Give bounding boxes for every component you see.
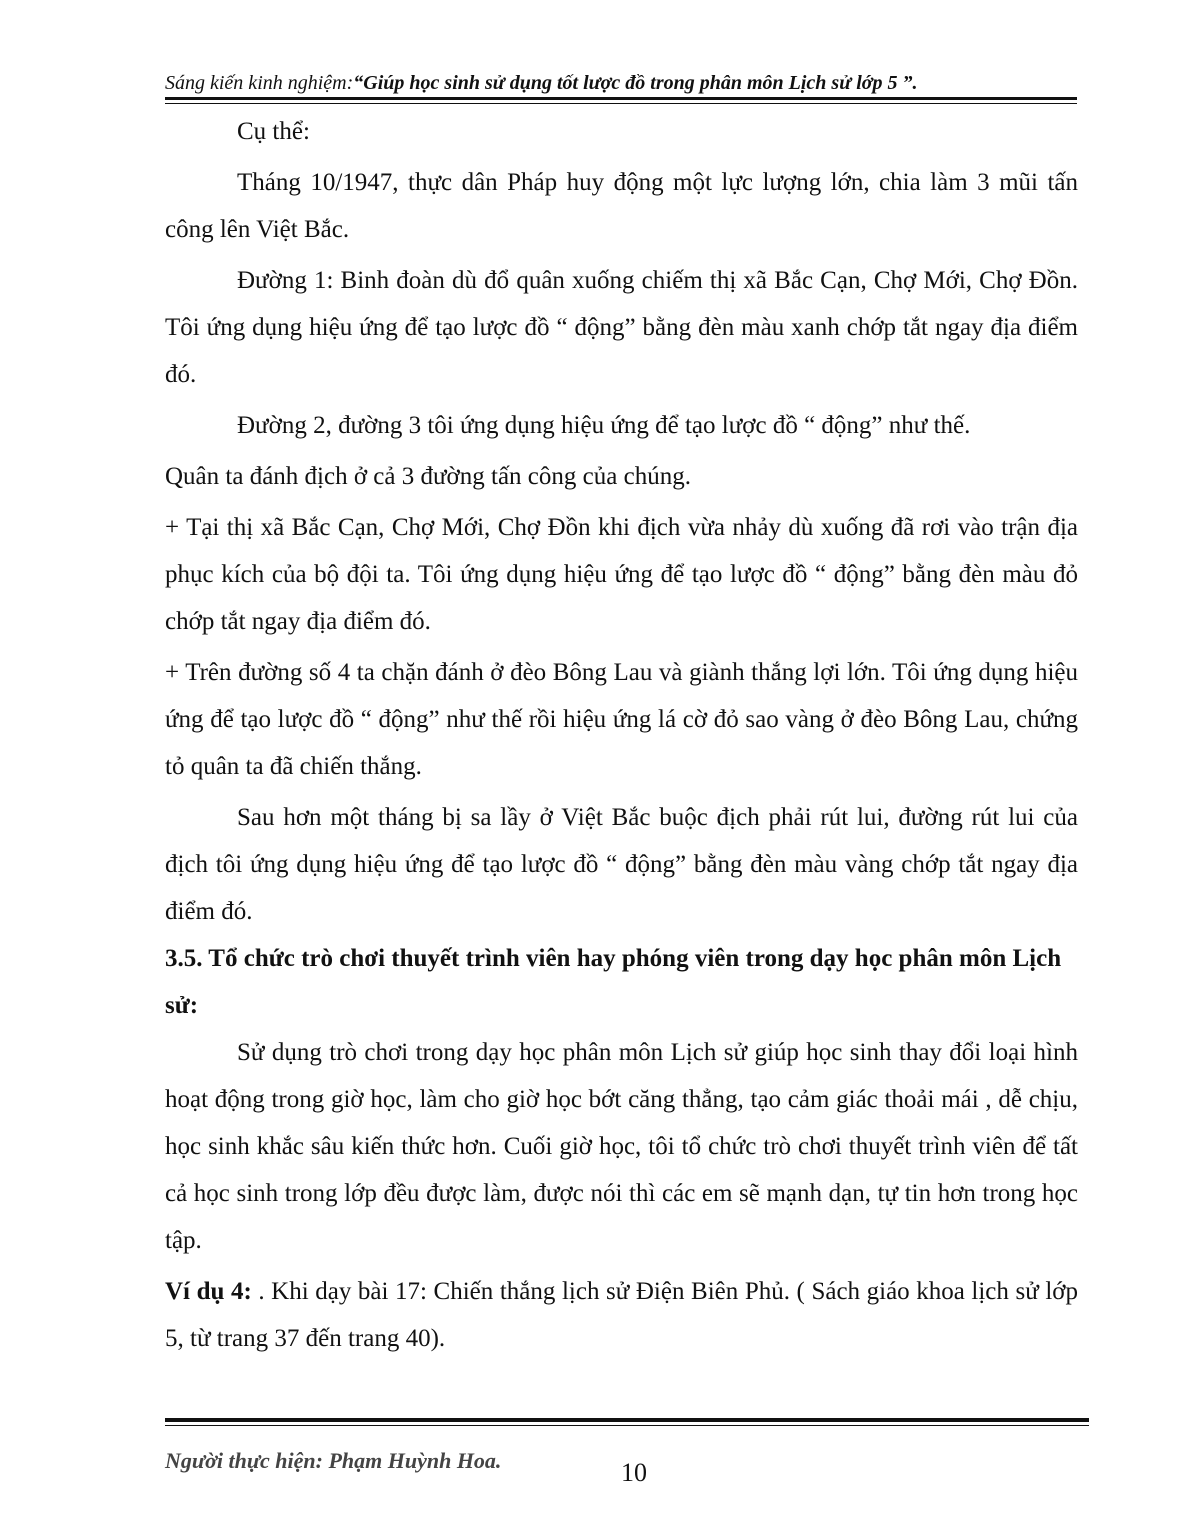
paragraph-duong-2-3: Đường 2, đường 3 tôi ứng dụng hiệu ứng để tạo lược đồ “ động” như thế.: [237, 412, 971, 439]
header-title: “Giúp học sinh sử dụng tốt lược đồ trong phân môn Lịch sử lớp 5 ”.: [353, 72, 918, 94]
header-rule: [165, 97, 1077, 100]
document-body: [165, 108, 1078, 1362]
page-number: 10: [621, 1458, 647, 1487]
paragraph-quan-ta: Quân ta đánh địch ở cả 3 đường tấn công của chúng.: [165, 463, 691, 490]
header-prefix: Sáng kiến kinh nghiệm:: [165, 72, 354, 94]
paragraph-cu-the: Cụ thể:: [237, 118, 310, 145]
example-label: Ví dụ 4:: [165, 1278, 252, 1305]
paragraph-duong-1: Đường 1: Binh đoàn dù đổ quân xuống chiếm thị xã Bắc Cạn, Chợ Mới, Chợ Đồn. Tôi ứng dụng hiệu ứng để tạo lược đồ “ động” bằng đèn màu xanh chớp tắt ngay địa điểm đó.: [165, 267, 1078, 388]
paragraph-thang-10: Tháng 10/1947, thực dân Pháp huy động một lực lượng lớn, chia làm 3 mũi tấn công lên Việt Bắc.: [165, 169, 1078, 243]
footer-rule: [165, 1418, 1089, 1422]
paragraph-duong-so-4: + Trên đường số 4 ta chặn đánh ở đèo Bông Lau và giành thắng lợi lớn. Tôi ứng dụng hiệu ứng để tạo lược đồ “ động” như thế rồi hiệu ứng lá cờ đỏ sao vàng ở đèo Bông Lau, chứng tỏ quân ta đã chiến thắng.: [165, 659, 1078, 780]
page-header: [165, 72, 1070, 95]
paragraph-rut-lui: Sau hơn một tháng bị sa lầy ở Việt Bắc buộc địch phải rút lui, đường rút lui của địch tôi ứng dụng hiệu ứng để tạo lược đồ “ động” bằng đèn màu vàng chớp tắt ngay địa điểm đó.: [165, 804, 1078, 925]
footer-author: Người thực hiện: Phạm Huỳnh Hoa.: [165, 1448, 502, 1473]
paragraph-vi-du-4: [165, 1268, 1078, 1362]
section-heading-3-5: 3.5. Tổ chức trò chơi thuyết trình viên hay phóng viên trong dạy học phân môn Lịch sử:: [165, 945, 1062, 1019]
paragraph-bac-can: + Tại thị xã Bắc Cạn, Chợ Mới, Chợ Đồn khi địch vừa nhảy dù xuống đã rơi vào trận địa phục kích của bộ đội ta. Tôi ứng dụng hiệu ứng để tạo lược đồ “ động” bằng đèn màu đỏ chớp tắt ngay địa điểm đó.: [165, 514, 1078, 635]
paragraph-tro-choi: Sử dụng trò chơi trong dạy học phân môn Lịch sử giúp học sinh thay đổi loại hình hoạt động trong giờ học, làm cho giờ học bớt căng thẳng, tạo cảm giác thoải mái , dễ chịu, học sinh khắc sâu kiến thức hơn. Cuối giờ học, tôi tổ chức trò chơi thuyết trình viên để tất cả học sinh trong lớp đều được làm, được nói thì các em sẽ mạnh dạn, tự tin hơn trong học tập.: [165, 1039, 1078, 1254]
footer-rule-thin: [165, 1425, 1089, 1426]
example-text: . Khi dạy bài 17: Chiến thắng lịch sử Điện Biên Phủ. ( Sách giáo khoa lịch sử lớp 5, từ trang 37 đến trang 40).: [165, 1278, 1078, 1352]
header-rule-thin: [165, 103, 1077, 104]
